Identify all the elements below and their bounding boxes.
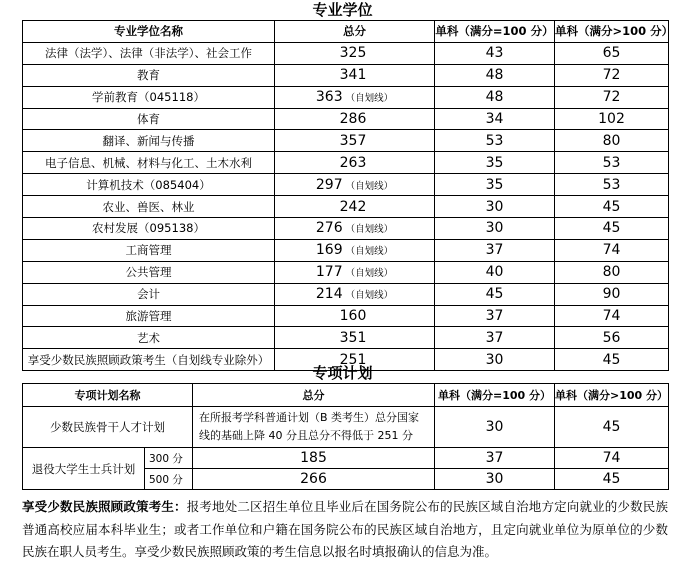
row-name: 电子信息、机械、材料与化工、土木水利 xyxy=(23,152,275,174)
row-single-over-100: 80 xyxy=(555,261,669,283)
row-single-over-100: 102 xyxy=(555,108,669,130)
row-total xyxy=(275,42,435,64)
total-value: 251 xyxy=(339,351,367,368)
row-single-100: 35 xyxy=(435,152,555,174)
header-name: 专业学位名称 xyxy=(23,21,275,43)
row-single-over-100: 74 xyxy=(555,305,669,327)
self-line-tag: （自划线） xyxy=(345,224,394,236)
footnote-text: 报考地处二区招生单位且毕业后在国务院公布的民族区域自治地方定向就业的少数民族普通高校应届本科毕业生；或者工作单位和户籍在国务院公布的民族区域自治地方，且定向就业单位为原单位的少数民族在职人员考生。享受少数民族照顾政策的考生信息以报名时填报确认的信息为准。 xyxy=(22,499,668,559)
row-total xyxy=(275,327,435,349)
row-name: 会计 xyxy=(23,283,275,305)
row-single-over-100: 45 xyxy=(555,407,669,448)
table-row xyxy=(23,64,669,86)
total-value: 169 xyxy=(315,242,343,259)
row-single-over-100: 45 xyxy=(555,469,669,490)
row-single-over-100: 74 xyxy=(555,448,669,469)
table-row xyxy=(23,86,669,108)
total-value: 177 xyxy=(315,264,343,281)
row-name: 体育 xyxy=(23,108,275,130)
header-single-100: 单科（满分=100 分） xyxy=(435,384,555,407)
self-line-tag: （自划线） xyxy=(345,246,394,258)
row-name: 旅游管理 xyxy=(23,305,275,327)
table-row xyxy=(23,407,669,448)
row-single-100: 37 xyxy=(435,448,555,469)
row-total xyxy=(275,305,435,327)
self-line-tag: （自划线） xyxy=(345,268,394,280)
row-total xyxy=(275,174,435,196)
header-name: 专项计划名称 xyxy=(23,384,193,407)
row-total xyxy=(275,152,435,174)
row-single-100: 30 xyxy=(435,349,555,371)
row-total xyxy=(275,130,435,152)
row-total: 266 xyxy=(193,469,435,490)
row-name: 艺术 xyxy=(23,327,275,349)
row-name: 法律（法学）、法律（非法学）、社会工作 xyxy=(23,42,275,64)
row-single-over-100: 53 xyxy=(555,174,669,196)
header-total: 总分 xyxy=(193,384,435,407)
row-single-100: 30 xyxy=(435,407,555,448)
table-row xyxy=(23,108,669,130)
table-row xyxy=(23,305,669,327)
row-single-over-100: 90 xyxy=(555,283,669,305)
total-value: 297 xyxy=(315,176,343,193)
row-single-over-100: 45 xyxy=(555,349,669,371)
self-line-tag: （自划线） xyxy=(345,290,394,302)
row-single-100: 53 xyxy=(435,130,555,152)
row-name: 农业、兽医、林业 xyxy=(23,196,275,218)
table-row xyxy=(23,239,669,261)
row-single-100: 37 xyxy=(435,305,555,327)
row-single-over-100: 45 xyxy=(555,196,669,218)
row-total-note: 在所报考学科普通计划（B 类考生）总分国家线的基础上降 40 分且总分不得低于 251 分 xyxy=(193,407,435,448)
row-name: 教育 xyxy=(23,64,275,86)
row-total xyxy=(275,64,435,86)
row-name: 农村发展（095138） xyxy=(23,218,275,240)
row-name: 翻译、新闻与传播 xyxy=(23,130,275,152)
section-title-special: 专项计划 xyxy=(312,364,373,382)
header-total: 总分 xyxy=(275,21,435,43)
header-single-over-100: 单科（满分>100 分） xyxy=(555,384,669,407)
footnote xyxy=(22,496,668,564)
row-single-100: 30 xyxy=(435,196,555,218)
row-total xyxy=(275,108,435,130)
row-single-over-100: 72 xyxy=(555,86,669,108)
total-value: 341 xyxy=(339,67,367,84)
total-value: 363 xyxy=(315,89,343,106)
total-value: 286 xyxy=(339,111,367,127)
row-total xyxy=(275,86,435,108)
row-total xyxy=(275,283,435,305)
row-single-over-100: 72 xyxy=(555,64,669,86)
row-name: 计算机技术（085404） xyxy=(23,174,275,196)
row-total xyxy=(275,239,435,261)
table-header-row xyxy=(23,21,669,43)
row-single-100: 37 xyxy=(435,239,555,261)
row-single-over-100: 53 xyxy=(555,152,669,174)
section-title-professional: 专业学位 xyxy=(312,1,373,19)
row-total xyxy=(275,218,435,240)
row-name: 工商管理 xyxy=(23,239,275,261)
table-header-row xyxy=(23,384,669,407)
table-row xyxy=(23,152,669,174)
table-row xyxy=(23,130,669,152)
total-value: 263 xyxy=(339,154,367,171)
row-total xyxy=(275,196,435,218)
row-total: 185 xyxy=(193,448,435,469)
row-single-over-100: 65 xyxy=(555,42,669,64)
special-plan-table xyxy=(22,383,669,490)
self-line-tag: （自划线） xyxy=(345,180,394,192)
row-name: 少数民族骨干人才计划 xyxy=(23,407,193,448)
row-total xyxy=(275,261,435,283)
row-single-100: 30 xyxy=(435,469,555,490)
professional-degree-table xyxy=(22,20,674,371)
row-single-100: 48 xyxy=(435,64,555,86)
table-row xyxy=(23,448,669,469)
row-subcategory: 500 分 xyxy=(145,469,193,490)
self-line-tag: （自划线） xyxy=(345,93,394,105)
row-single-100: 34 xyxy=(435,108,555,130)
row-subcategory: 300 分 xyxy=(145,448,193,469)
row-single-100: 45 xyxy=(435,283,555,305)
row-name: 退役大学生士兵计划 xyxy=(23,448,145,490)
row-single-over-100: 74 xyxy=(555,239,669,261)
table-row xyxy=(23,327,669,349)
table-row xyxy=(23,174,669,196)
table-row xyxy=(23,283,669,305)
total-value: 214 xyxy=(315,286,343,303)
total-value: 351 xyxy=(339,329,367,346)
table-row xyxy=(23,218,669,240)
header-single-over-100: 单科（满分>100 分） xyxy=(555,21,669,43)
table-row xyxy=(23,196,669,218)
row-single-100: 37 xyxy=(435,327,555,349)
row-single-100: 35 xyxy=(435,174,555,196)
row-single-100: 48 xyxy=(435,86,555,108)
row-single-over-100: 45 xyxy=(555,218,669,240)
row-single-100: 40 xyxy=(435,261,555,283)
total-value: 325 xyxy=(339,45,367,62)
total-value: 160 xyxy=(339,308,367,325)
total-value: 242 xyxy=(339,198,367,215)
row-name: 享受少数民族照顾政策考生（自划线专业除外） xyxy=(23,349,275,371)
row-name: 学前教育（045118） xyxy=(23,86,275,108)
row-single-100: 30 xyxy=(435,218,555,240)
row-single-over-100: 56 xyxy=(555,327,669,349)
total-value: 357 xyxy=(339,132,367,149)
table-row xyxy=(23,42,669,64)
total-value: 276 xyxy=(315,220,343,237)
row-single-100: 43 xyxy=(435,42,555,64)
header-single-100: 单科（满分=100 分） xyxy=(435,21,555,43)
row-single-over-100: 80 xyxy=(555,130,669,152)
table-row xyxy=(23,261,669,283)
row-name: 公共管理 xyxy=(23,261,275,283)
footnote-label: 享受少数民族照顾政策考生： xyxy=(22,499,187,514)
